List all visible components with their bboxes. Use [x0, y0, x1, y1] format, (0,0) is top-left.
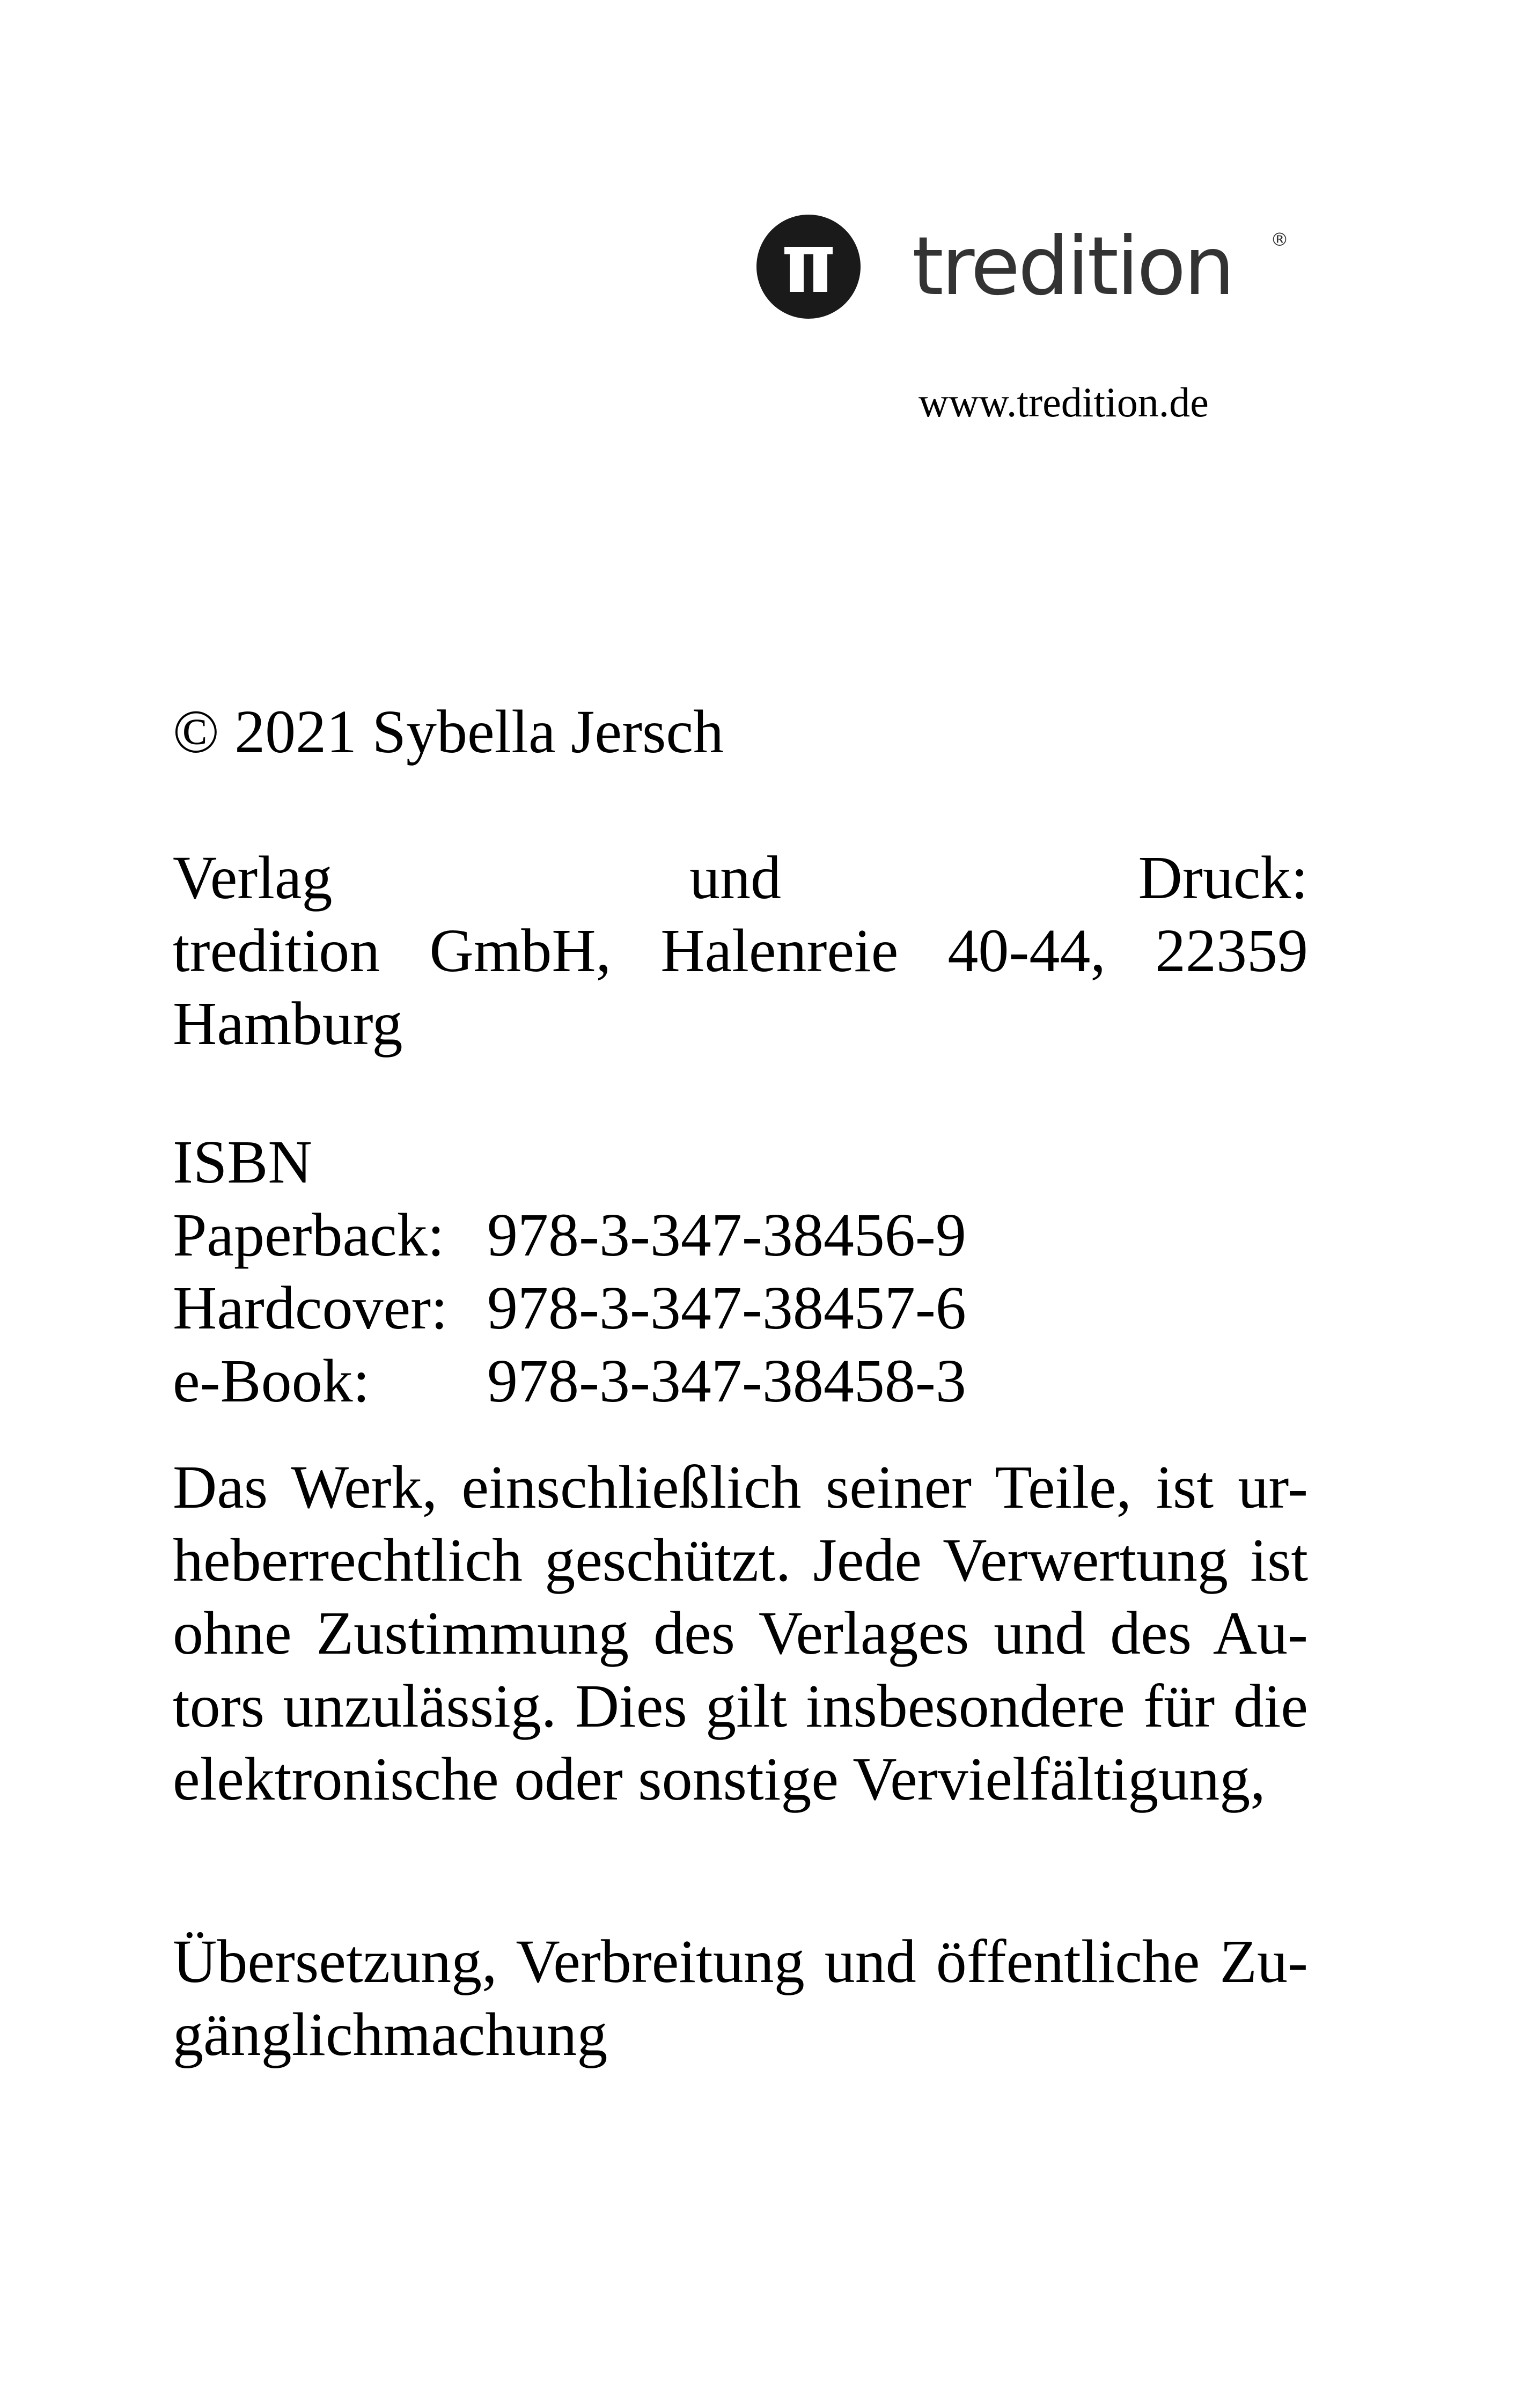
publisher-label-line	[173, 841, 1308, 914]
translation-paragraph	[173, 1925, 1308, 2071]
isbn-row	[173, 1272, 1308, 1345]
address-word: Halenreie	[660, 916, 899, 985]
rights-paragraph	[173, 1451, 1308, 1816]
address-word: tredition	[173, 916, 380, 985]
rights-line: elektronische oder sonstige Vervielfältigung,	[173, 1745, 1266, 1813]
svg-text:tredition: tredition	[912, 220, 1233, 313]
rights-line: Das Werk, einschließlich seiner Teile, ist ur-	[173, 1453, 1308, 1521]
address-word: 40-44,	[947, 916, 1106, 985]
translation-line: gänglichmachung	[173, 2000, 608, 2068]
isbn-number: 978-3-347-38458-3	[487, 1347, 966, 1415]
publisher-logo	[755, 214, 1292, 321]
isbn-format-label: Hardcover:	[173, 1274, 448, 1342]
publisher-address-line	[173, 914, 1308, 987]
isbn-format-label: e-Book:	[173, 1347, 370, 1415]
publisher-word: Verlag	[173, 843, 333, 912]
publisher-word: und	[689, 843, 781, 912]
isbn-format-label: Paperback:	[173, 1201, 445, 1269]
publisher-website: www.tredition.de	[919, 379, 1209, 425]
publisher-word: Druck:	[1138, 843, 1308, 912]
publisher-block	[173, 841, 1308, 1060]
tredition-logo-icon	[755, 214, 1292, 321]
isbn-row	[173, 1345, 1308, 1418]
rights-line: ohne Zustimmung des Verlages und des Au-	[173, 1599, 1308, 1667]
isbn-row	[173, 1199, 1308, 1272]
address-word: GmbH,	[429, 916, 612, 985]
isbn-heading: ISBN	[173, 1128, 312, 1196]
publisher-city: Hamburg	[173, 989, 403, 1058]
isbn-number: 978-3-347-38456-9	[487, 1201, 966, 1269]
svg-text:®: ®	[1270, 229, 1289, 251]
address-word: 22359	[1155, 916, 1308, 985]
isbn-block	[173, 1126, 1308, 1418]
rights-line: tors unzulässig. Dies gilt insbesondere für die	[173, 1672, 1308, 1740]
copyright-notice: © 2021 Sybella Jersch	[173, 698, 724, 766]
translation-line: Übersetzung, Verbreitung und öffentliche Zu-	[173, 1927, 1308, 1995]
rights-line: heberrechtlich geschützt. Jede Verwertung ist	[173, 1526, 1308, 1594]
isbn-number: 978-3-347-38457-6	[487, 1274, 966, 1342]
